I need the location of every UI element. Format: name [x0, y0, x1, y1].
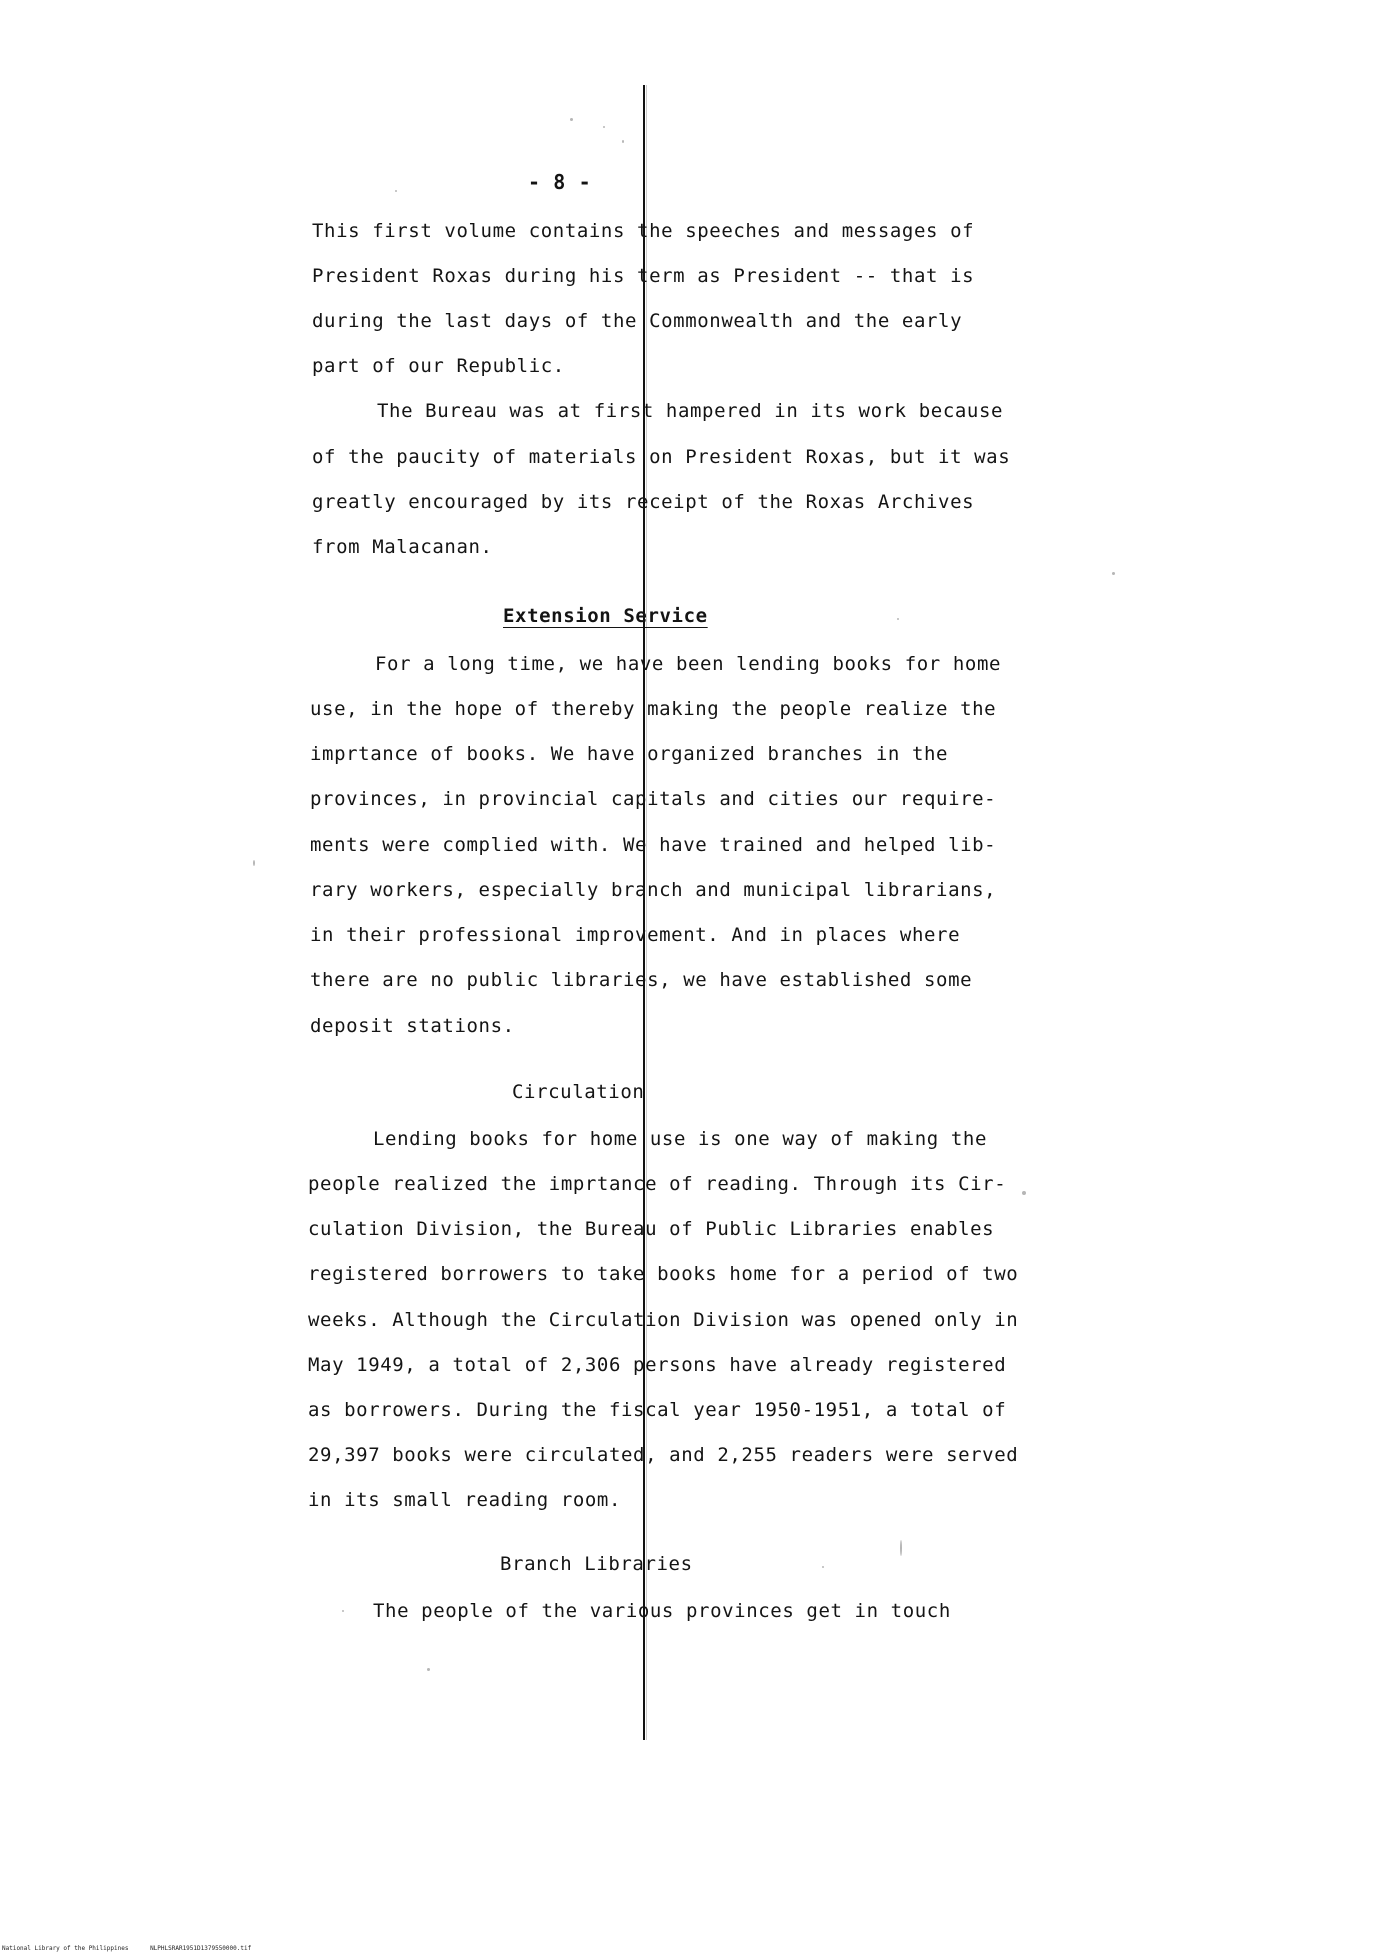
scan-speck: [427, 1668, 430, 1671]
circulation-line-7: as borrowers. During the fiscal year 1950-1951, a total of: [308, 1399, 1007, 1421]
extension-service-line-5: ments were complied with. We have trained and helped lib-: [310, 834, 997, 856]
circulation-line-9: in its small reading room.: [308, 1489, 622, 1511]
paragraph-1-line-4: part of our Republic.: [312, 355, 565, 377]
scan-speck: [342, 1610, 344, 1612]
circulation-line-2: people realized the imprtance of reading. Through its Cir-: [308, 1173, 1007, 1195]
paragraph-2-line-4: from Malacanan.: [312, 536, 493, 558]
paragraph-2-line-2: of the paucity of materials on President Roxas, but it was: [312, 446, 1011, 468]
branch-libraries-line-1: The people of the various provinces get in touch: [373, 1600, 951, 1622]
paragraph-1-line-3: during the last days of the Commonwealth and the early: [312, 310, 963, 332]
scan-footer: [2, 1946, 269, 1952]
branch-libraries-heading: Branch Libraries: [500, 1553, 693, 1575]
scan-speck: [395, 190, 397, 192]
scan-speck: [570, 118, 573, 121]
scan-speck: [822, 1566, 824, 1568]
extension-service-heading: Extension Service: [503, 605, 708, 627]
extension-service-line-6: rary workers, especially branch and municipal librarians,: [310, 879, 997, 901]
paragraph-1-line-2: President Roxas during his term as President -- that is: [312, 265, 975, 287]
scan-fold-line: [643, 85, 645, 1740]
circulation-heading: Circulation: [512, 1081, 645, 1103]
extension-service-line-7: in their professional improvement. And in places where: [310, 924, 961, 946]
circulation-line-6: May 1949, a total of 2,306 persons have already registered: [308, 1354, 1007, 1376]
scan-fold-shadow: [646, 85, 647, 1740]
scan-speck: [603, 126, 605, 128]
circulation-line-1: Lending books for home use is one way of making the: [373, 1128, 987, 1150]
footer-file-id: NLPHLSRAR1951D1379550000.tif: [150, 1945, 252, 1952]
extension-service-line-4: provinces, in provincial capitals and cities our require-: [310, 788, 997, 810]
paragraph-2-line-1: The Bureau was at first hampered in its work because: [377, 400, 1004, 422]
page-number: - 8 -: [528, 170, 592, 194]
circulation-line-5: weeks. Although the Circulation Division was opened only in: [308, 1309, 1019, 1331]
scan-speck: [1022, 1191, 1026, 1195]
circulation-line-8: 29,397 books were circulated, and 2,255 readers were served: [308, 1444, 1019, 1466]
paragraph-2-line-3: greatly encouraged by its receipt of the Roxas Archives: [312, 491, 975, 513]
paragraph-1-line-1: This first volume contains the speeches and messages of: [312, 220, 975, 242]
extension-service-line-9: deposit stations.: [310, 1015, 515, 1037]
scan-speck: [622, 140, 624, 143]
extension-service-line-1: For a long time, we have been lending books for home: [375, 653, 1002, 675]
circulation-line-3: culation Division, the Bureau of Public Libraries enables: [308, 1218, 995, 1240]
scan-speck: [900, 1540, 902, 1556]
scan-speck: [897, 618, 899, 620]
circulation-line-4: registered borrowers to take books home for a period of two: [308, 1263, 1019, 1285]
footer-institution: National Library of the Philippines: [2, 1945, 129, 1952]
extension-service-line-3: imprtance of books. We have organized branches in the: [310, 743, 949, 765]
scan-speck: [1112, 572, 1115, 575]
extension-service-line-2: use, in the hope of thereby making the people realize the: [310, 698, 997, 720]
extension-service-line-8: there are no public libraries, we have established some: [310, 969, 973, 991]
scan-speck: [253, 860, 255, 866]
